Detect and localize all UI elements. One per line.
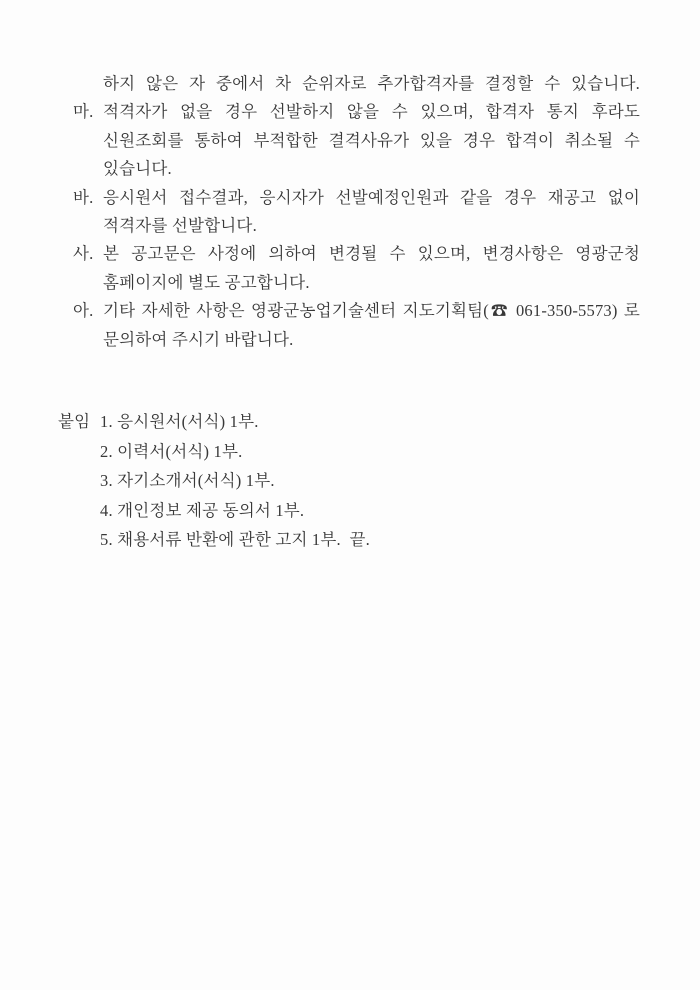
list-item-continuation <box>73 70 640 98</box>
attachment-row <box>58 437 640 467</box>
attachment-row <box>58 407 640 437</box>
text-line: 적격자를 선발합니다. <box>103 216 257 236</box>
attachments-label-spacer <box>58 466 100 496</box>
attachment-item: 4. 개인정보 제공 동의서 1부. <box>100 500 305 520</box>
attachments-label-spacer <box>58 525 100 555</box>
text-line: 홈페이지에 별도 공고합니다. <box>103 272 310 292</box>
text-line: 적격자가 없을 경우 선발하지 않을 수 있으며, 합격자 통지 후라도 <box>103 102 640 122</box>
attachment-item: 2. 이력서(서식) 1부. <box>100 441 243 461</box>
item-text <box>103 297 640 354</box>
item-text <box>103 98 640 183</box>
item-text <box>103 240 640 297</box>
attachment-item: 3. 자기소개서(서식) 1부. <box>100 471 275 491</box>
attachments-label-spacer <box>58 437 100 467</box>
item-label: 사. <box>73 244 94 264</box>
attachment-row <box>58 525 640 555</box>
attachments-label-spacer <box>58 496 100 526</box>
text-run: 061-350-5573) 로 <box>509 301 640 321</box>
text-line: 응시원서 접수결과, 응시자가 선발예정인원과 같을 경우 재공고 없이 <box>103 187 640 207</box>
list-item-ah <box>73 297 640 354</box>
text-line: 신원조회를 통하여 부적합한 결격사유가 있을 경우 합격이 취소될 수 <box>103 130 640 150</box>
attachment-item: 1. 응시원서(서식) 1부. <box>100 412 259 432</box>
text-line: 있습니다. <box>103 159 172 179</box>
item-label: 마. <box>73 102 94 122</box>
text-line: 하지 않은 자 중에서 차 순위자로 추가합격자를 결정할 수 있습니다. <box>103 74 640 93</box>
attachment-row <box>58 496 640 526</box>
phone-icon: ☎ <box>488 301 510 321</box>
item-text <box>103 184 640 241</box>
item-label: 아. <box>73 301 94 321</box>
attachment-row <box>58 466 640 496</box>
item-label: 바. <box>73 187 94 207</box>
list-item-sa <box>73 240 640 297</box>
attachment-item: 5. 채용서류 반환에 관한 고지 1부. 끝. <box>100 530 370 550</box>
text-line <box>103 297 640 325</box>
attachments-section <box>58 407 640 555</box>
list-item-ba <box>73 184 640 241</box>
item-label <box>73 70 103 98</box>
text-line: 본 공고문은 사정에 의하여 변경될 수 있으며, 변경사항은 영광군청 <box>103 244 640 264</box>
item-text <box>103 70 640 98</box>
text-run: 기타 자세한 사항은 영광군농업기술센터 지도기획팀( <box>103 301 489 321</box>
text-line: 문의하여 주시기 바랍니다. <box>103 329 294 349</box>
announcement-body <box>58 70 640 555</box>
list-item-ma <box>73 98 640 183</box>
attachments-label: 붙임 <box>58 412 91 432</box>
